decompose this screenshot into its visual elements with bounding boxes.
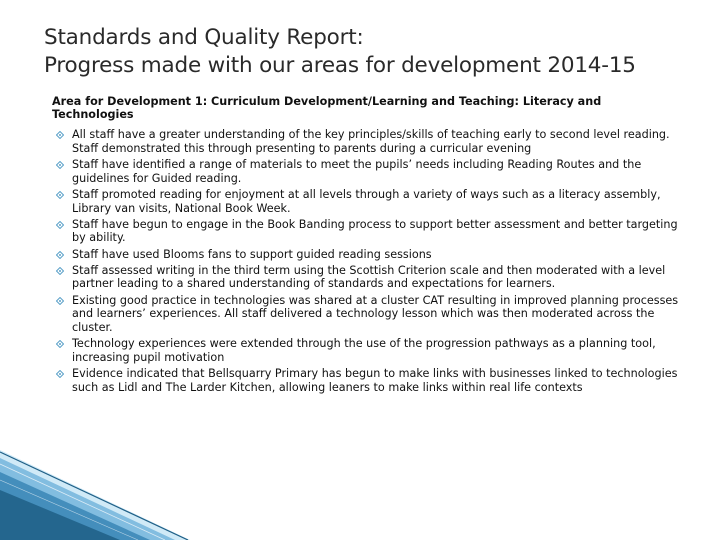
diamond-bullet-icon xyxy=(56,297,64,305)
section-heading: Area for Development 1: Curriculum Development/Learning and Teaching: Literacy and Technologies xyxy=(52,95,602,121)
bullet-item xyxy=(54,248,686,262)
diamond-bullet-icon xyxy=(56,251,64,259)
diamond-bullet-icon xyxy=(56,191,64,199)
bullet-item xyxy=(54,294,686,335)
diamond-bullet-icon xyxy=(56,340,64,348)
bullet-list xyxy=(54,128,686,397)
bullet-item xyxy=(54,367,686,395)
bullet-text: Staff promoted reading for enjoyment at all levels through a variety of ways such as a literacy assembly, Library van visits, National Book Week. xyxy=(72,187,661,215)
bullet-item xyxy=(54,264,686,292)
corner-decoration xyxy=(0,450,190,540)
bullet-text: Technology experiences were extended through the use of the progression pathways as a planning tool, increasing pupil motivation xyxy=(72,337,656,365)
bullet-item xyxy=(54,218,686,246)
slide-title xyxy=(44,24,694,80)
title-line-2: Progress made with our areas for development 2014-15 xyxy=(44,53,636,78)
bullet-text: Evidence indicated that Bellsquarry Primary has begun to make links with businesses linked to technologies such as Lidl and The Larder Kitchen, allowing leaners to make links within real life contexts xyxy=(72,367,678,394)
bullet-text: Existing good practice in technologies was shared at a cluster CAT resulting in improved planning processes and learners’ experiences. All staff delivered a technology lesson which was then moderated across the cluster. xyxy=(72,293,679,335)
diamond-bullet-icon xyxy=(56,370,64,378)
bullet-item xyxy=(54,158,686,186)
diamond-bullet-icon xyxy=(56,131,64,139)
bullet-text: Staff have begun to engage in the Book Banding process to support better assessment and better targeting by ability. xyxy=(72,217,678,245)
diamond-bullet-icon xyxy=(56,161,64,169)
bullet-text: All staff have a greater understanding of the key principles/skills of teaching early to second level reading. Staff demonstrated this through presenting to parents during a curricular evening xyxy=(72,128,670,155)
bullet-item xyxy=(54,337,686,365)
title-line-1: Standards and Quality Report: xyxy=(44,25,364,50)
bullet-text: Staff have identified a range of materials to meet the pupils’ needs including Reading Routes and the guidelines for Guided reading. xyxy=(72,157,642,185)
diamond-bullet-icon xyxy=(56,267,64,275)
bullet-text: Staff have used Blooms fans to support guided reading sessions xyxy=(72,247,432,261)
bullet-item xyxy=(54,188,686,216)
bullet-text: Staff assessed writing in the third term using the Scottish Criterion scale and then moderated with a level partner leading to a shared understanding of standards and expectations for learners. xyxy=(72,263,666,291)
bullet-item xyxy=(54,128,686,156)
diamond-bullet-icon xyxy=(56,221,64,229)
